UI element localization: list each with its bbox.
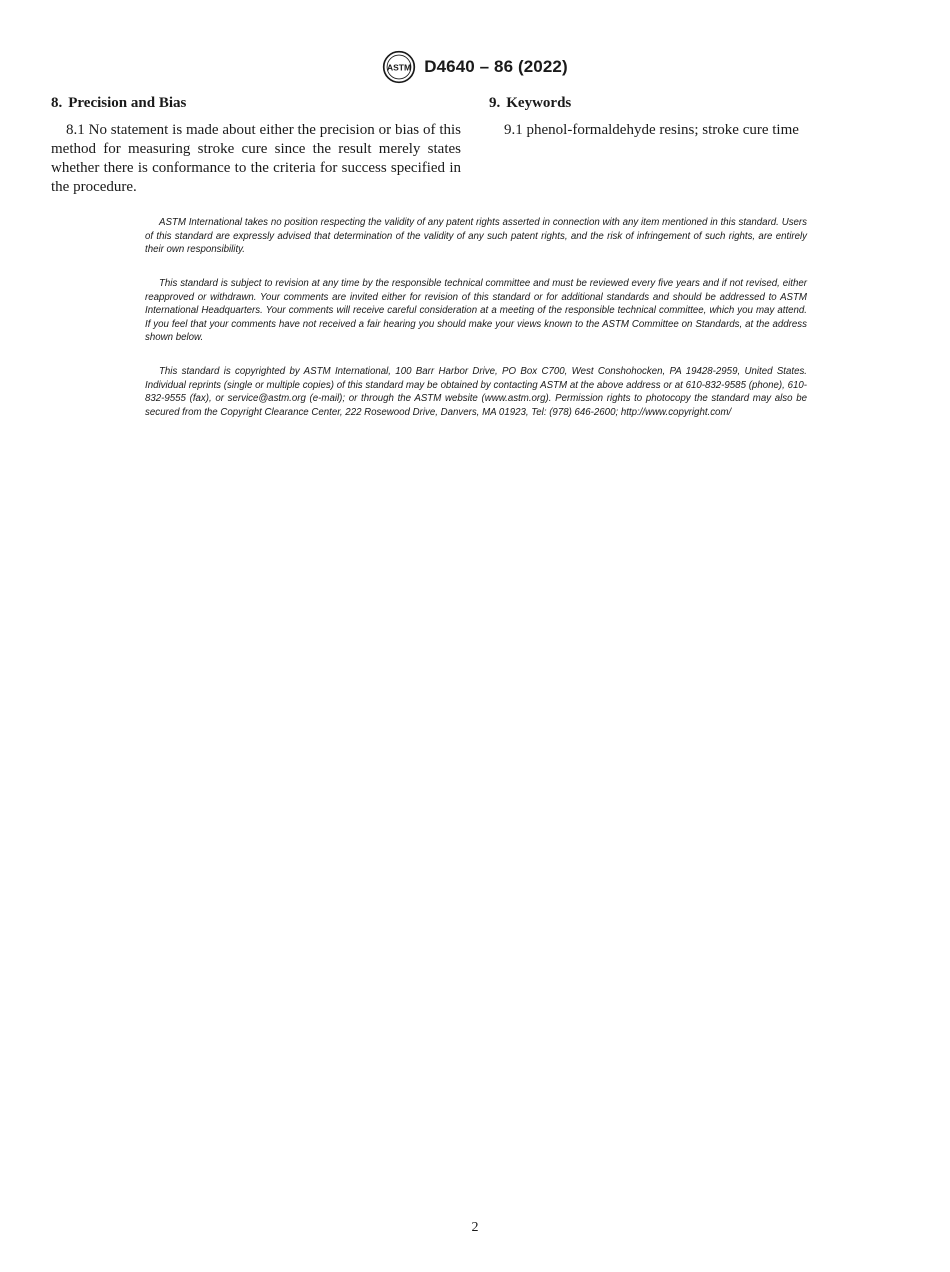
patent-notice: ASTM International takes no position respecting the validity of any patent rights asserted in connection with any item mentioned in this standard. Users of this standard are expressly advised that determination of the validity of any such patent rights, and the risk of infringement of such rights, are entirely their own responsibility.: [145, 217, 807, 256]
section-paragraph: 8.1 No statement is made about either the precision or bias of this method for measuring stroke cure since the result merely states whether there is conformance to the criteria for success specified in the procedure.: [51, 122, 461, 195]
section-title: Precision and Bias: [68, 95, 187, 111]
section-precision-bias: [51, 92, 461, 197]
section-heading: [489, 94, 899, 113]
astm-logo-text: ASTM: [387, 62, 412, 73]
section-paragraph: 9.1 phenol-formaldehyde resins; stroke cure time: [504, 122, 799, 138]
standard-designation: D4640 – 86 (2022): [424, 57, 568, 76]
page-header: [0, 50, 950, 84]
revision-notice: This standard is subject to revision at any time by the responsible technical committee and must be reviewed every five years and if not revised, either reapproved or withdrawn. Your comments are invited either for revision of this standard or for additional standards and should be addressed to ASTM International Headquarters. Your comments will receive careful consideration at a meeting of the responsible technical committee, which you may attend. If you feel that your comments have not received a fair hearing you should make your views known to the ASTM Committee on Standards, at the address shown below.: [145, 278, 807, 344]
section-heading: [51, 94, 461, 113]
section-keywords: [489, 92, 899, 140]
copyright-notice: This standard is copyrighted by ASTM International, 100 Barr Harbor Drive, PO Box C700, West Conshohocken, PA 19428-2959, United States. Individual reprints (single or multiple copies) of this standard may be obtained by contacting ASTM at the above address or at 610-832-9585 (phone), 610-832-9555 (fax), or service@astm.org (e-mail); or through the ASTM website (www.astm.org). Permission rights to photocopy the standard may also be secured from the Copyright Clearance Center, 222 Rosewood Drive, Danvers, MA 01923, Tel: (978) 646-2600; http://www.copyright.com/: [145, 366, 807, 418]
page-number: 2: [471, 1220, 479, 1235]
section-title: Keywords: [506, 95, 572, 111]
astm-logo-icon: [382, 50, 416, 84]
section-number: 9.: [489, 95, 501, 111]
section-number: 8.: [51, 95, 63, 111]
